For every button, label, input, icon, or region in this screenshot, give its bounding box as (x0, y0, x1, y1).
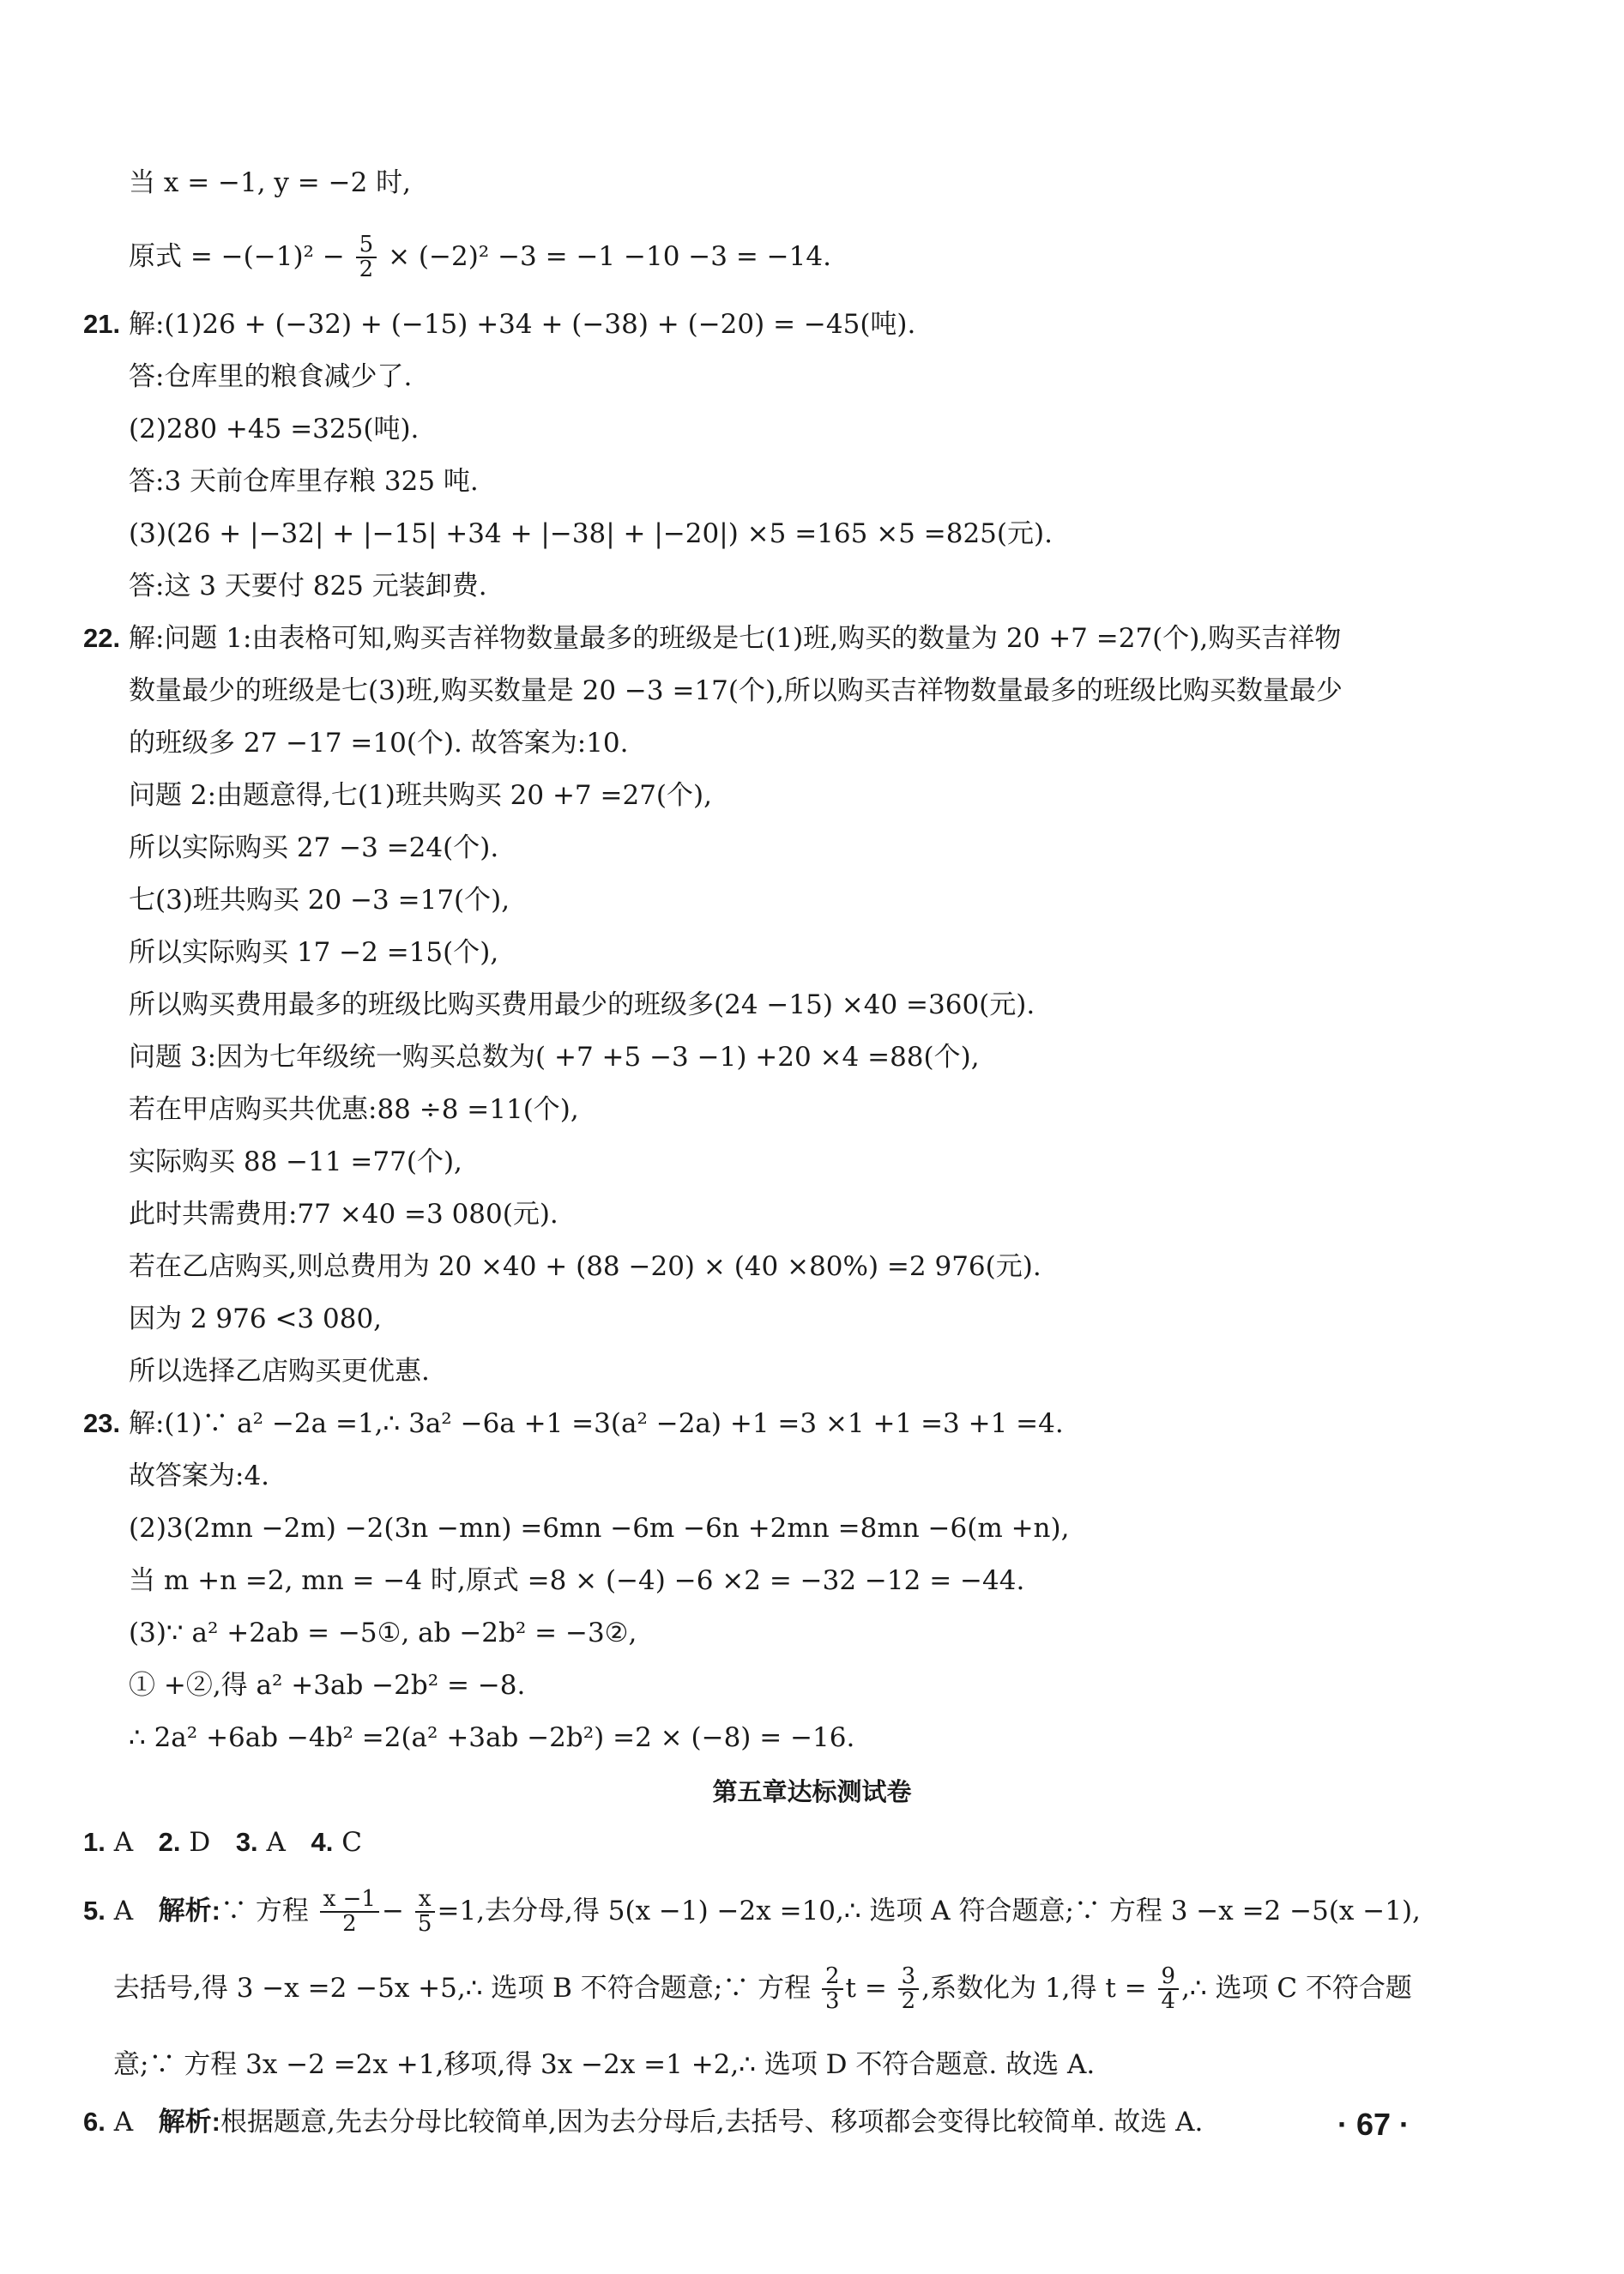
text-line: (2)280 +45 =325(吨). (129, 414, 420, 445)
text-line: 若在甲店购买共优惠:88 ÷8 =11(个), (129, 1094, 579, 1125)
multiple-choice-answers (83, 1825, 362, 1860)
question-number: 6. (83, 2107, 106, 2137)
text-line: 所以购买费用最多的班级比购买费用最少的班级多(24 −15) ×40 =360(元). (129, 989, 1035, 1020)
fraction (320, 1888, 379, 1937)
fraction-numerator: 5 (356, 233, 377, 258)
text-line: 当 x = −1, y = −2 时, (129, 167, 412, 198)
text-line: 解:问题 1:由表格可知,购买吉祥物数量最多的班级是七(1)班,购买的数量为 20 +7 =27(个),购买吉祥物 (128, 623, 1342, 654)
text-line: ∴ 2a² +6ab −4b² =2(a² +3ab −2b²) =2 × (−8) = −16. (129, 1722, 855, 1753)
fraction-numerator: 9 (1158, 1965, 1180, 1990)
math-text: 去括号,得 3 −x =2 −5x +5,∴ 选项 B 不符合题意;∵ 方程 (113, 1972, 812, 2004)
text-line: 答:这 3 天要付 825 元装卸费. (129, 571, 487, 602)
analysis-label: 解析: (158, 2107, 220, 2137)
question-5 (83, 1888, 1421, 1937)
answer: A (113, 2107, 134, 2138)
text-line: 此时共需费用:77 ×40 =3 080(元). (129, 1199, 558, 1230)
fraction (898, 1965, 920, 2014)
text-line: 答:3 天前仓库里存粮 325 吨. (129, 466, 479, 497)
question-number: 22. (83, 623, 121, 653)
text-line: 因为 2 976 <3 080, (129, 1303, 383, 1334)
fraction-denominator: 2 (342, 1911, 357, 1938)
question-number: 5. (83, 1895, 106, 1926)
math-text: ,∴ 选项 C 不符合题 (1181, 1972, 1412, 2004)
answer: C (341, 1827, 362, 1858)
page-number: · 67 · (1337, 2107, 1410, 2142)
text-line: 答:仓库里的粮食减少了. (129, 361, 413, 392)
fraction-numerator: 2 (822, 1965, 843, 1990)
fraction (1158, 1965, 1180, 2014)
text-line: (2)3(2mn −2m) −2(3n −mn) =6mn −6m −6n +2mn =8mn −6(m +n), (129, 1513, 1070, 1544)
fraction-denominator: 2 (901, 1988, 916, 2015)
math-text: ,系数化为 1,得 t = (921, 1972, 1147, 2004)
math-text: t = (845, 1972, 887, 2004)
question-number: 3. (235, 1827, 258, 1857)
text-line: (3)(26 + |−32| + |−15| +34 + |−38| + |−20|) ×5 =165 ×5 =825(元). (129, 518, 1053, 549)
text-line: 所以实际购买 17 −2 =15(个), (129, 937, 499, 968)
text-line: (3)∵ a² +2ab = −5①, ab −2b² = −3②, (129, 1618, 637, 1648)
question-number: 1. (83, 1827, 106, 1857)
math-text: =1,去分母,得 5(x −1) −2x =10,∴ 选项 A 符合题意;∵ 方程 3 −x =2 −5(x −1), (437, 1895, 1421, 1926)
text-line: 当 m +n =2, mn = −4 时,原式 =8 × (−4) −6 ×2 = −32 −12 = −44. (129, 1565, 1025, 1596)
math-text: ∵ 方程 (220, 1895, 309, 1926)
math-text: − (381, 1895, 404, 1926)
fraction-numerator: x (415, 1888, 435, 1913)
text-line: 若在乙店购买,则总费用为 20 ×40 + (88 −20) × (40 ×80%) =2 976(元). (129, 1251, 1041, 1282)
answer: A (113, 1827, 134, 1858)
text-line: 问题 2:由题意得,七(1)班共购买 20 +7 =27(个), (129, 780, 712, 811)
answer: A (113, 1895, 134, 1926)
text-line: 问题 3:因为七年级统一购买总数为( +7 +5 −3 −1) +20 ×4 =88(个), (129, 1042, 980, 1073)
answer: A (266, 1827, 286, 1858)
fraction-denominator: 5 (417, 1911, 432, 1938)
question-22 (83, 621, 1341, 656)
question-number: 21. (83, 309, 121, 339)
text-line: 实际购买 88 −11 =77(个), (129, 1146, 462, 1177)
fraction-denominator: 2 (359, 257, 374, 283)
text-line: 的班级多 27 −17 =10(个). 故答案为:10. (129, 728, 629, 759)
fraction-numerator: x −1 (320, 1888, 379, 1913)
math-text: 原式 = −(−1)² − (129, 240, 345, 272)
fraction-denominator: 3 (824, 1988, 840, 2015)
fraction (356, 233, 377, 282)
answer: D (189, 1827, 211, 1858)
section-title: 第五章达标测试卷 (712, 1777, 912, 1806)
text-line: 七(3)班共购买 20 −3 =17(个), (129, 885, 510, 916)
question-6 (83, 2105, 1203, 2139)
text-line: 故答案为:4. (129, 1461, 270, 1491)
question-number: 23. (83, 1408, 121, 1438)
fraction-denominator: 4 (1161, 1988, 1176, 2015)
text-line: 所以实际购买 27 −3 =24(个). (129, 832, 499, 863)
text-line: 意;∵ 方程 3x −2 =2x +1,移项,得 3x −2x =1 +2,∴ 选项 D 不符合题意. 故选 A. (113, 2049, 1096, 2080)
question-number: 4. (311, 1827, 334, 1857)
text-line: ① +②,得 a² +3ab −2b² = −8. (129, 1670, 526, 1701)
text-line: 数量最少的班级是七(3)班,购买数量是 20 −3 =17(个),所以购买吉祥物数量最多的班级比购买数量最少 (129, 675, 1343, 706)
text-line: 根据题意,先去分母比较简单,因为去分母后,去括号、移项都会变得比较简单. 故选 A. (220, 2107, 1204, 2138)
fraction (822, 1965, 843, 2014)
analysis-label: 解析: (158, 1895, 220, 1926)
question-21 (83, 307, 915, 342)
question-23 (83, 1406, 1064, 1441)
fraction-numerator: 3 (898, 1965, 920, 1990)
text-line: 解:(1)∵ a² −2a =1,∴ 3a² −6a +1 =3(a² −2a) +1 =3 ×1 +1 =3 +1 =4. (128, 1408, 1064, 1439)
math-line (129, 233, 831, 282)
question-number: 2. (158, 1827, 181, 1857)
fraction (415, 1888, 435, 1937)
math-text: × (−2)² −3 = −1 −10 −3 = −14. (388, 240, 831, 272)
text-line: 所以选择乙店购买更优惠. (129, 1356, 430, 1387)
text-line: 解:(1)26 + (−32) + (−15) +34 + (−38) + (−20) = −45(吨). (128, 309, 916, 340)
math-line (113, 1965, 1412, 2014)
